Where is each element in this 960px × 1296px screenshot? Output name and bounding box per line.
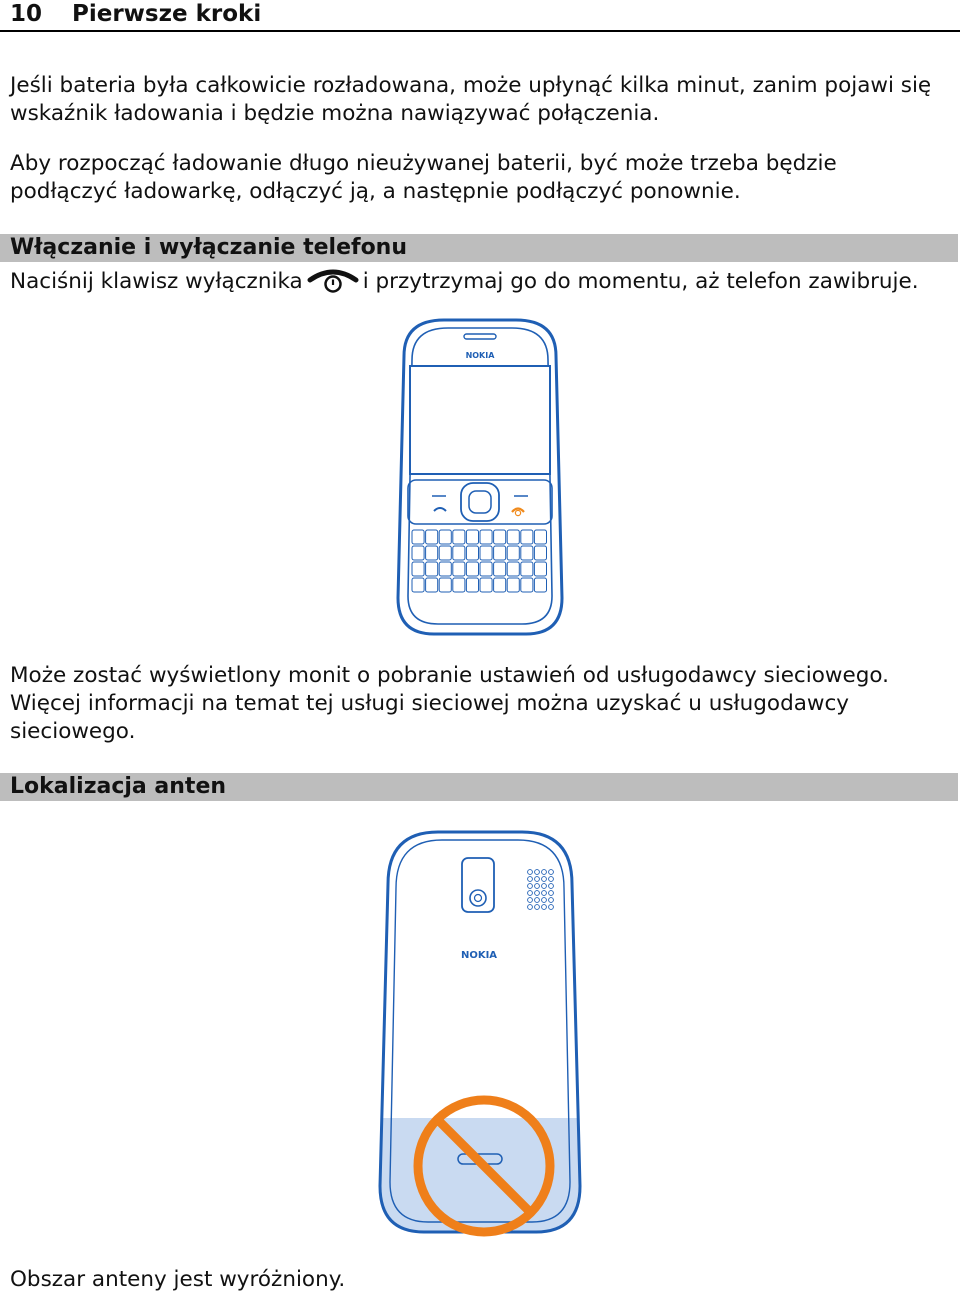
battery-paragraph-2-line-2: podłączyć ładowarkę, odłączyć ją, a następnie podłączyć ponownie. [10,179,741,204]
section-heading-power-text: Włączanie i wyłączanie telefonu [10,235,408,260]
settings-note-line-1: Może zostać wyświetlony monit o pobranie ustawień od usługodawcy sieciowego. [10,663,889,688]
battery-paragraph-2 [10,150,950,206]
camera-housing [462,858,494,912]
section-heading-power [0,234,958,262]
section-heading-antenna [0,773,958,801]
phone-front-figure [394,316,566,642]
antenna-caption-text: Obszar anteny jest wyróżniony. [10,1267,346,1292]
phone-back-illustration [372,826,588,1242]
antenna-area-highlight [372,1118,588,1242]
antenna-caption [10,1266,950,1294]
page-header [0,0,960,32]
power-instruction-after: i przytrzymaj go do momentu, aż telefon zawibruje. [362,269,919,294]
battery-paragraph-1-line-2: wskaźnik ładowania i będzie można nawiązywać połączenia. [10,101,660,126]
battery-paragraph-1-line-1: Jeśli bateria była całkowicie rozładowana, może upłynąć kilka minut, zanim pojawi się [10,73,932,98]
battery-paragraph-2-line-1: Aby rozpocząć ładowanie długo nieużywanej baterii, być może trzeba będzie [10,151,837,176]
settings-note-line-2: Więcej informacji na temat tej usługi sieciowej można uzyskać u usługodawcy [10,691,850,716]
page-number: 10 [10,1,43,27]
battery-paragraph-1 [10,72,950,128]
phone-front-illustration [394,316,566,638]
settings-note-line-3: sieciowego. [10,719,136,744]
phone-back-figure [372,826,588,1246]
power-key-icon [307,268,359,302]
section-heading-antenna-text: Lokalizacja anten [10,774,227,799]
chapter-title: Pierwsze kroki [72,1,262,27]
settings-note [10,662,950,746]
power-instruction-before: Naciśnij klawisz wyłącznika [10,269,303,294]
power-instruction [10,268,950,302]
phone-back-brand: NOKIA [460,950,498,961]
phone-front-brand: NOKIA [465,351,495,360]
